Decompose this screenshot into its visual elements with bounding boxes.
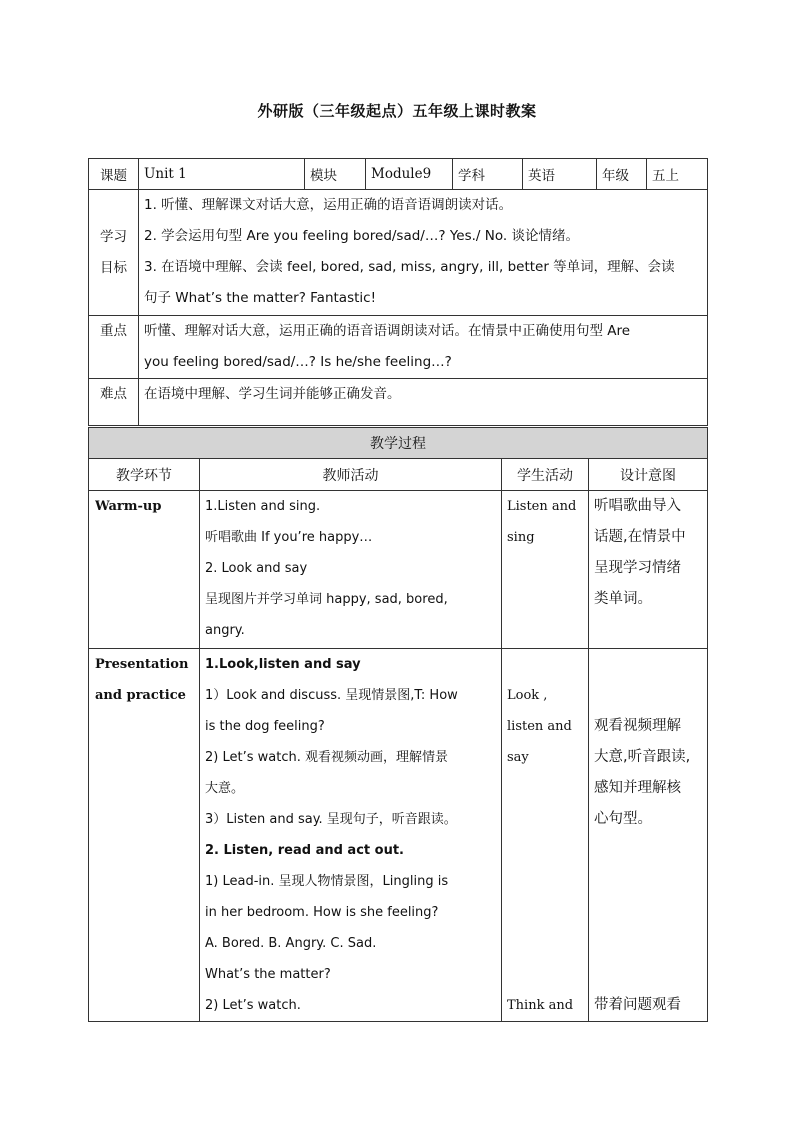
student-line [507,959,583,990]
student-line [507,866,583,897]
teacher-activity-cell [200,491,502,649]
key-point-line: 听懂、理解对话大意，运用正确的语音语调朗读对话。在情景中正确使用句型 Are [144,323,631,339]
teacher-line: What’s the matter? [205,967,331,982]
intent-line [594,680,702,711]
header-teacher: 教师活动 [200,459,502,491]
intent-line: 听唱歌曲导入 [594,498,681,514]
table-row [89,491,708,649]
objective-line: 3. 在语境中理解、会读 feel, bored, sad, miss, angry, ill, better 等单词，理解、会读 [144,259,675,275]
module-label: 模块 [305,159,366,190]
key-points-content [139,316,708,379]
process-title: 教学过程 [89,428,708,459]
teacher-line: 1) Lead-in. 呈现人物情景图，Lingling is [205,874,449,889]
student-line: sing [507,530,535,545]
teacher-line: A. Bored. B. Angry. C. Sad. [205,936,377,951]
header-intent: 设计意图 [589,459,708,491]
intent-line: 感知并理解核 [594,780,681,796]
intent-line [594,897,702,928]
student-line [507,835,583,866]
student-line [507,649,583,680]
intent-line [594,649,702,680]
stage-cell [89,491,200,649]
teacher-line: is the dog feeling? [205,719,325,734]
topic-label: 课题 [89,159,139,190]
objective-line: 1. 听懂、理解课文对话大意，运用正确的语音语调朗读对话。 [144,197,513,213]
student-activity-cell [502,649,589,1022]
intent-line: 呈现学习情绪 [594,560,681,576]
teacher-line: 2) Let’s watch. 观看视频动画，理解情景 [205,750,448,765]
header-student: 学生活动 [502,459,589,491]
teacher-line: 1.Look,listen and say [205,657,361,672]
intent-line [594,866,702,897]
key-point-line: you feeling bored/sad/…? Is he/she feeling…? [144,354,452,370]
table-row [89,649,708,1022]
document-title: 外研版（三年级起点）五年级上课时教案 [257,102,537,120]
teacher-line: 大意。 [205,781,245,796]
objective-line: 2. 学会运用句型 Are you feeling bored/sad/…? Yes./ No. 谈论情绪。 [144,228,579,244]
teacher-activity-cell [200,649,502,1022]
key-points-label-text: 重点 [100,323,127,339]
teacher-line: 1）Look and discuss. 呈现情景图,T: How [205,688,458,703]
teacher-line: angry. [205,623,245,638]
teacher-line: 1.Listen and sing. [205,499,321,514]
intent-line: 大意,听音跟读, [594,749,691,765]
teacher-line: 呈现图片并学习单词 happy, sad, bored, [205,592,448,607]
teacher-line: 2) Let’s watch. [205,998,301,1013]
student-line [507,897,583,928]
student-line [507,928,583,959]
objectives-label [89,190,139,316]
teacher-line: 2. Listen, read and act out. [205,843,404,858]
difficulties-label [89,379,139,426]
subject-label: 学科 [453,159,523,190]
topic-value: Unit 1 [139,159,305,190]
intent-line: 心句型。 [594,811,652,827]
intent-line: 带着问题观看 [594,997,681,1013]
intent-line [594,959,702,990]
objectives-content [139,190,708,316]
student-line: listen and [507,719,572,734]
intent-line [594,835,702,866]
teaching-process-table [88,427,708,1022]
stage-name: Presentation [95,657,189,672]
grade-value: 五上 [647,159,708,190]
teacher-line: in her bedroom. How is she feeling? [205,905,439,920]
header-stage: 教学环节 [89,459,200,491]
teacher-line: 3）Listen and say. 呈现句子，听音跟读。 [205,812,457,827]
intent-line [594,928,702,959]
teacher-line: 2. Look and say [205,561,308,576]
intent-line: 类单词。 [594,591,652,607]
stage-name: and practice [95,688,186,703]
objectives-label-2: 目标 [100,259,127,276]
student-line [507,773,583,804]
difficulties-text: 在语境中理解、学习生词并能够正确发音。 [144,386,401,402]
subject-value: 英语 [523,159,597,190]
student-line [507,804,583,835]
stage-name: Warm-up [95,499,162,514]
module-value: Module9 [366,159,453,190]
objectives-label-1: 学习 [100,228,127,245]
teacher-line: 听唱歌曲 If you’re happy… [205,530,373,545]
intent-line: 观看视频理解 [594,718,681,734]
objective-line: 句子 What’s the matter? Fantastic! [144,290,376,306]
lesson-info-table [88,158,708,426]
intent-cell [589,491,708,649]
stage-cell [89,649,200,1022]
intent-cell [589,649,708,1022]
grade-label: 年级 [597,159,647,190]
student-line: Listen and [507,499,577,514]
student-activity-cell [502,491,589,649]
difficulties-content [139,379,708,426]
difficulties-label-text: 难点 [100,386,127,402]
student-line: Think and [507,998,574,1013]
key-points-label [89,316,139,379]
student-line: say [507,750,529,765]
student-line: Look , [507,688,548,703]
intent-line: 话题,在情景中 [594,529,686,545]
